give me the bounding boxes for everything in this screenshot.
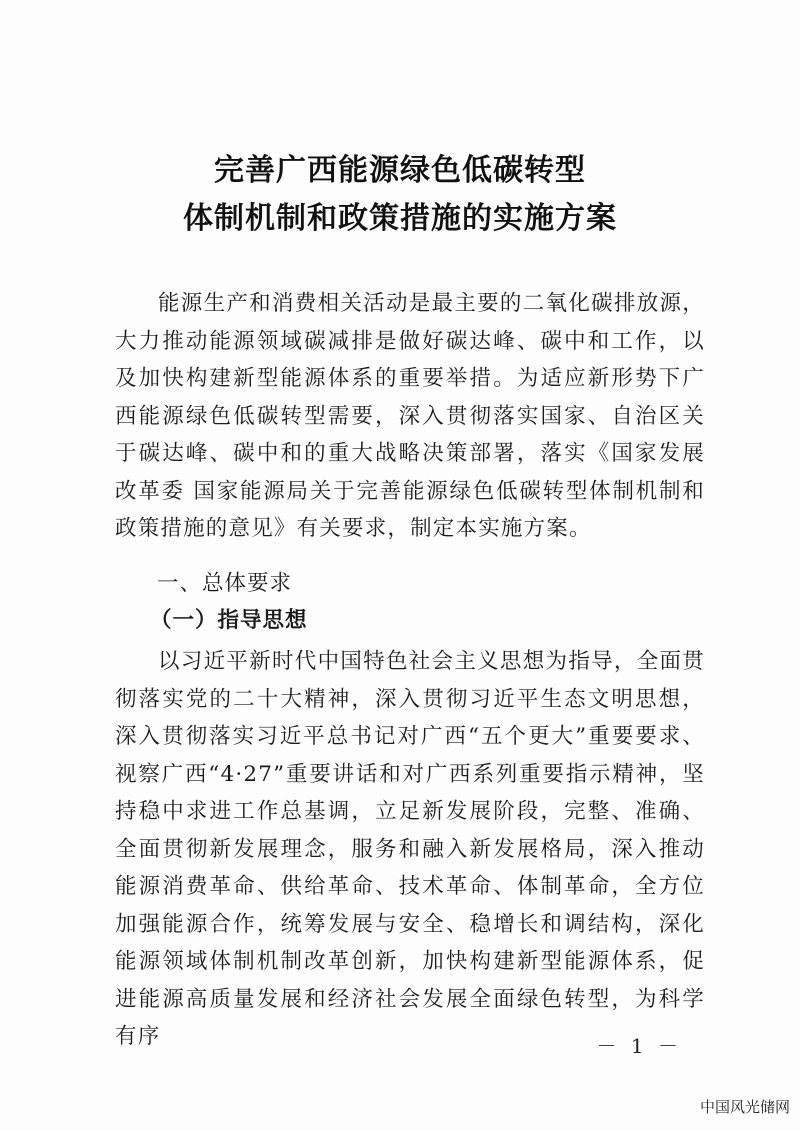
intro-paragraph: 能源生产和消费相关活动是最主要的二氧化碳排放源，大力推动能源领域碳减排是做好碳达峰、碳中和工作，以及加快构建新型能源体系的重要举措。为适应新形势下广西能源绿色低碳转型需要，深入贯彻落实国家、自治区关于碳达峰、碳中和的重大战略决策部署，落实《国家发展改革委 国家能源局关于完善能源绿色低碳转型体制机制和政策措施的意见》有关要求，制定本实施方案。 — [115, 291, 705, 541]
document-title-line2: 体制机制和政策措施的实施方案 — [183, 201, 617, 236]
subsection-heading-guiding-ideology: （一）指导思想 — [150, 608, 308, 633]
guiding-paragraph: 以习近平新时代中国特色社会主义思想为指导，全面贯彻落实党的二十大精神，深入贯彻习近平生态文明思想，深入贯彻落实习近平总书记对广西“五个更大”重要要求、视察广西“4·27”重要讲话和对广西系列重要指示精神，坚持稳中求进工作总基调，立足新发展阶段，完整、准确、全面贯彻新发展理念，服务和融入新发展格局，深入推动能源消费革命、供给革命、技术革命、体制革命，全方位加强能源合作，统筹发展与安全、稳增长和调结构，深化能源领域体制机制改革创新，加快构建新型能源体系，促进能源高质量发展和经济社会发展全面绿色转型，为科学有序 — [115, 649, 705, 1049]
intro-paragraph-block — [115, 285, 705, 548]
source-watermark: 中国风光储网 — [699, 1098, 790, 1116]
page-number: － 1 － — [596, 1034, 682, 1058]
guiding-paragraph-block — [115, 643, 705, 1056]
document-title-line1: 完善广西能源绿色低碳转型 — [214, 153, 586, 188]
section-heading-general-requirements: 一、总体要求 — [157, 571, 293, 596]
